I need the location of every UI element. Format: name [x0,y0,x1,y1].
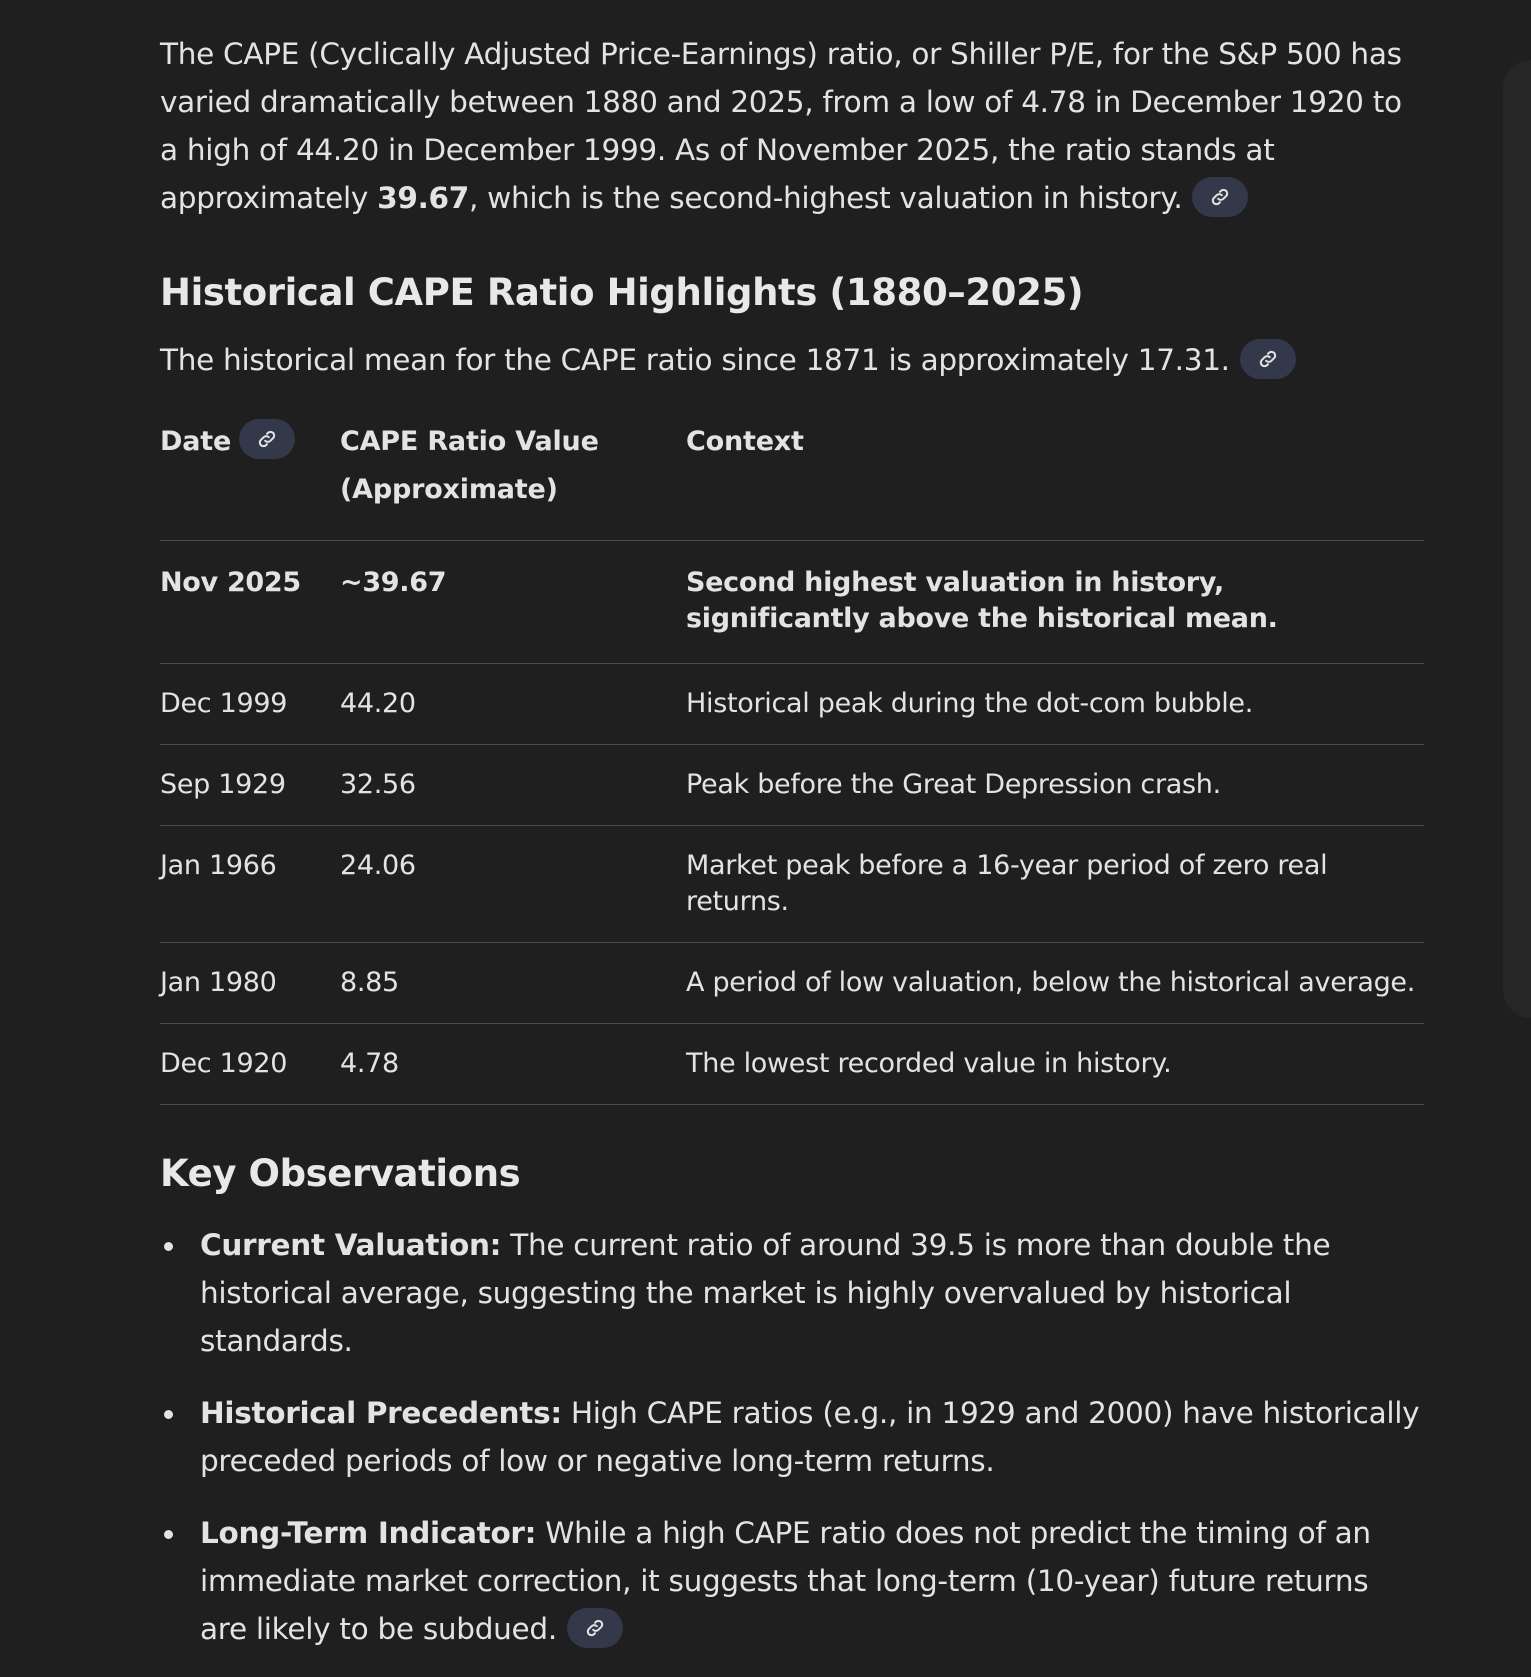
cell-context: Second highest valuation in history, significantly above the historical mean. [686,541,1424,664]
source-link-button[interactable] [1192,177,1248,217]
link-icon [1209,186,1231,208]
header-date [160,414,340,541]
mean-paragraph [160,336,1424,384]
table-row [160,541,1424,664]
observation-text: The current ratio of around 39.5 is more than double the historical average, suggesting the market is highly overvalued by historical standards. [200,1228,1331,1358]
observation-text: High CAPE ratios (e.g., in 1929 and 2000) have historically preceded periods of low or negative long-term returns. [200,1396,1420,1478]
source-link-button[interactable] [239,419,295,459]
table-row [160,943,1424,1024]
header-value: CAPE Ratio Value (Approximate) [340,414,686,541]
table-row [160,1024,1424,1105]
source-link-button[interactable] [1240,339,1296,379]
cape-table [160,414,1424,1105]
cell-context: Peak before the Great Depression crash. [686,745,1424,826]
section-heading-highlights: Historical CAPE Ratio Highlights (1880–2025) [160,271,1084,314]
cell-date: Dec 1920 [160,1024,340,1105]
intro-text: The CAPE (Cyclically Adjusted Price-Earnings) ratio, or Shiller P/E, for the S&P 500 has varied dramatically between 1880 and 2025, from a low of 4.78 in December 1920 to a high of 44.20 in December 1999. As of November 2025, the ratio stands at approximately [160,37,1402,215]
table-row [160,664,1424,745]
cell-context: Market peak before a 16-year period of zero real returns. [686,826,1424,943]
header-date-label: Date [160,426,232,457]
intro-text-end: , which is the second-highest valuation in history. [468,181,1183,215]
list-item [200,1221,1424,1365]
cell-context: A period of low valuation, below the historical average. [686,943,1424,1024]
cell-date: Jan 1966 [160,826,340,943]
cell-value: 24.06 [340,826,686,943]
cell-value: 32.56 [340,745,686,826]
source-link-button[interactable] [567,1608,623,1648]
cell-value: 8.85 [340,943,686,1024]
cell-value: ~39.67 [340,541,686,664]
cell-date: Sep 1929 [160,745,340,826]
table-row [160,745,1424,826]
observation-title: Historical Precedents: [200,1396,562,1430]
side-panel-edge [1503,60,1531,1018]
cell-date: Jan 1980 [160,943,340,1024]
mean-text: The historical mean for the CAPE ratio since 1871 is approximately 17.31. [160,343,1230,377]
list-item [200,1509,1424,1653]
cell-context: The lowest recorded value in history. [686,1024,1424,1105]
cell-date: Dec 1999 [160,664,340,745]
observation-title: Long-Term Indicator: [200,1516,537,1550]
list-item [200,1389,1424,1485]
section-heading-observations: Key Observations [160,1152,521,1195]
cell-value: 4.78 [340,1024,686,1105]
intro-bold-value: 39.67 [377,181,469,215]
cell-date: Nov 2025 [160,541,340,664]
header-context: Context [686,414,1424,541]
link-icon [1257,348,1279,370]
table-row [160,826,1424,943]
link-icon [584,1617,606,1639]
table-header-row [160,414,1424,541]
link-icon [256,428,278,450]
observation-title: Current Valuation: [200,1228,502,1262]
response-content [160,30,1424,1677]
cell-value: 44.20 [340,664,686,745]
observation-text: While a high CAPE ratio does not predict the timing of an immediate market correction, it suggests that long-term (10-year) future returns are likely to be subdued. [200,1516,1371,1646]
cell-context: Historical peak during the dot-com bubble. [686,664,1424,745]
intro-paragraph [160,30,1424,222]
observations-list [160,1221,1424,1653]
